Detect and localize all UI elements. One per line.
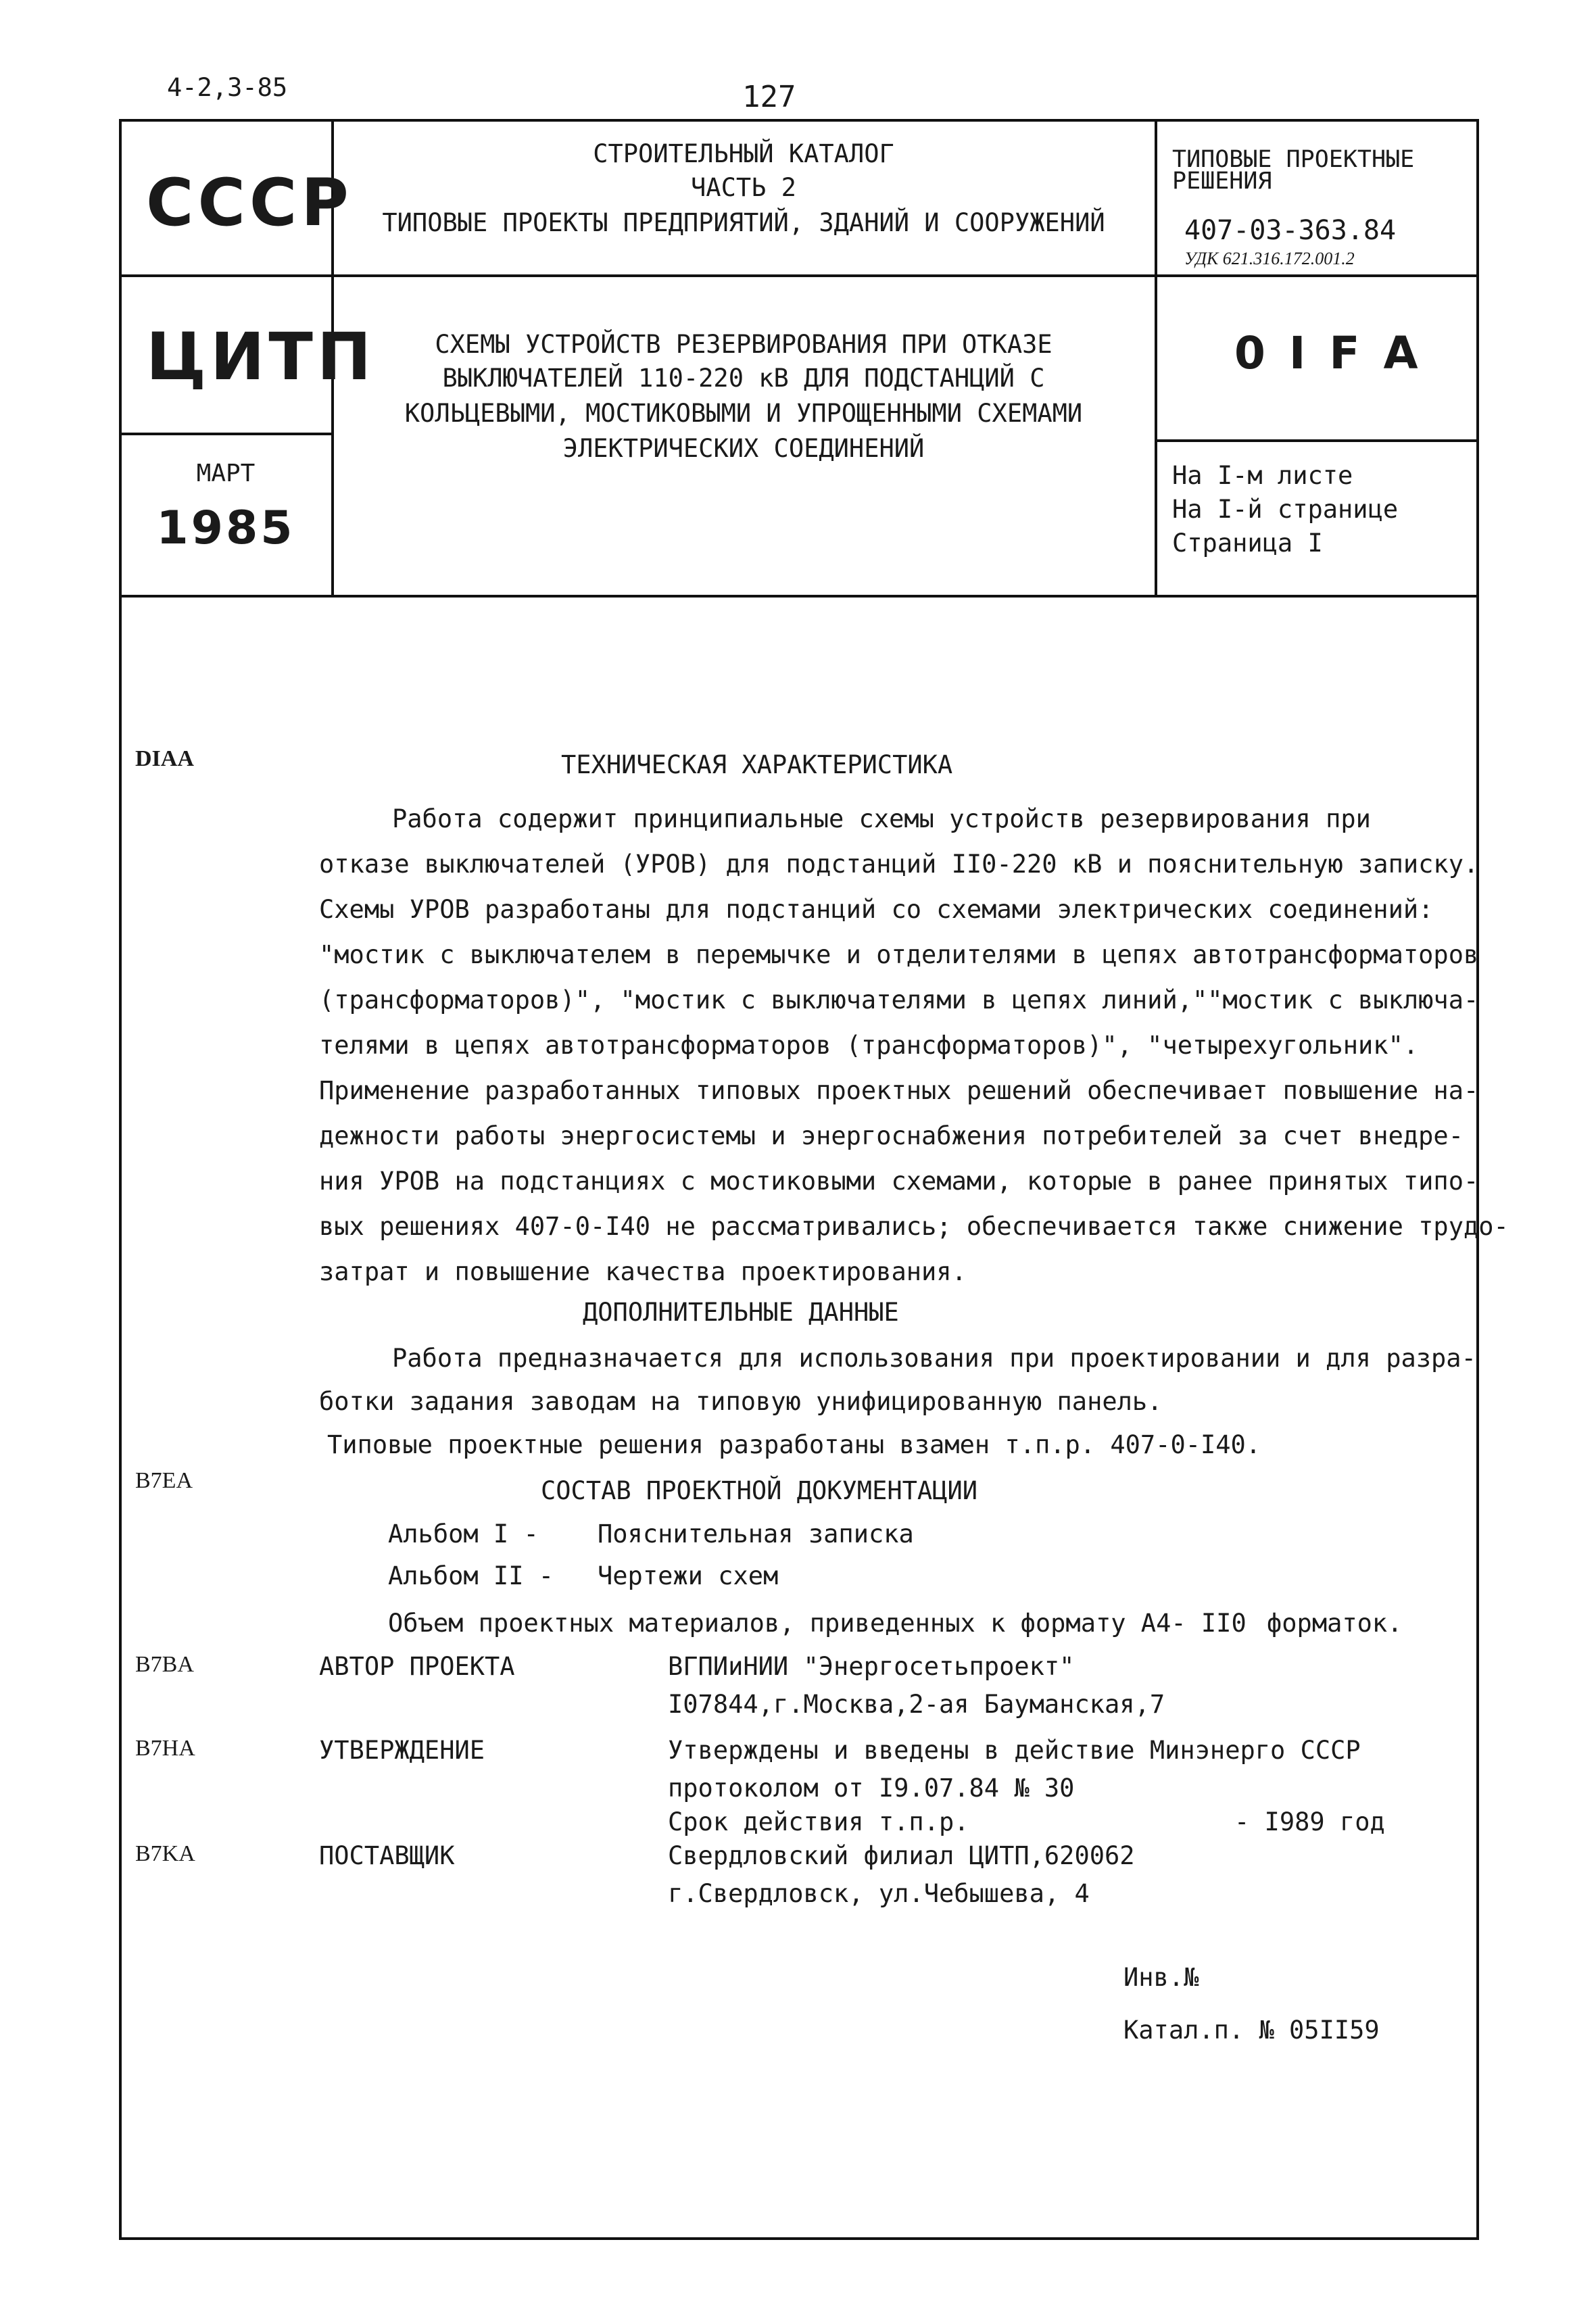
org-citp: ЦИТП bbox=[146, 319, 376, 395]
tech-line: Применение разработанных типовых проектных решений обеспечивает повышение на- bbox=[319, 1076, 1479, 1105]
catalog-line-1: СТРОИТЕЛЬНЫЙ КАТАЛОГ bbox=[593, 139, 894, 168]
page-number: 127 bbox=[742, 80, 796, 114]
docs-heading: СОСТАВ ПРОЕКТНОЙ ДОКУМЕНТАЦИИ bbox=[541, 1476, 978, 1505]
title-line-1: СХЕМЫ УСТРОЙСТВ РЕЗЕРВИРОВАНИЯ ПРИ ОТКАЗЕ bbox=[435, 330, 1053, 359]
supplier-line-2: г.Свердловск, ул.Чебышева, 4 bbox=[668, 1879, 1090, 1908]
tech-line: дежности работы энергосистемы и энергоснабжения потребителей за счет внедре- bbox=[319, 1121, 1464, 1150]
tech-line: Работа содержит принципиальные схемы устройств резервирования при bbox=[392, 804, 1371, 833]
extra-heading: ДОПОЛНИТЕЛЬНЫЕ ДАННЫЕ bbox=[583, 1298, 899, 1327]
album-1-label: Альбом I - bbox=[388, 1519, 539, 1549]
approval-term: - I989 год bbox=[1234, 1807, 1385, 1836]
album-2-value: Чертежи схем bbox=[598, 1561, 779, 1590]
code-b7ha: B7HA bbox=[135, 1736, 195, 1761]
tech-line: вых решениях 407-0-I40 не рассматривались; обеспечивается также снижение трудо- bbox=[319, 1212, 1509, 1241]
header-right-divider bbox=[1155, 439, 1479, 442]
extra-line: Работа предназначается для использования при проектировании и для разра- bbox=[392, 1344, 1476, 1373]
tech-line: ния УРОВ на подстанциях с мостиковыми схемами, которые в ранее принятых типо- bbox=[319, 1167, 1479, 1196]
tech-line: Схемы УРОВ разработаны для подстанций со схемами электрических соединений: bbox=[319, 895, 1434, 924]
tech-line: отказе выключателей (УРОВ) для подстанций II0-220 кВ и пояснительную записку. bbox=[319, 850, 1479, 879]
tech-line: "мостик с выключателем в перемычке и отделителями в цепях автотрансформаторов bbox=[319, 940, 1479, 969]
series-code: 4-2,3-85 bbox=[167, 73, 288, 102]
album-1-value: Пояснительная записка bbox=[598, 1519, 914, 1549]
header-left-divider bbox=[119, 433, 333, 435]
supplier-label: ПОСТАВЩИК bbox=[319, 1841, 455, 1870]
supplier-line-1: Свердловский филиал ЦИТП,620062 bbox=[668, 1841, 1135, 1870]
sheet-info-2: На I-й странице bbox=[1172, 495, 1399, 524]
code-b7ka: B7KA bbox=[135, 1841, 195, 1866]
tech-line: телями в цепях автотрансформаторов (трансформаторов)", "четырехугольник". bbox=[319, 1031, 1419, 1060]
catalog-number: Катал.п. № 05II59 bbox=[1123, 2016, 1380, 2045]
title-line-2: ВЫКЛЮЧАТЕЛЕЙ 110-220 кВ ДЛЯ ПОДСТАНЦИЙ С bbox=[442, 364, 1045, 393]
header-row-divider bbox=[119, 274, 1479, 277]
tech-heading: ТЕХНИЧЕСКАЯ ХАРАКТЕРИСТИКА bbox=[561, 750, 953, 779]
code-b7ea: B7EA bbox=[135, 1468, 193, 1493]
volume-unit: форматок. bbox=[1267, 1609, 1403, 1638]
sheet-info-1: На I-м листе bbox=[1172, 461, 1353, 490]
header-bottom bbox=[119, 595, 1479, 598]
year: 1985 bbox=[156, 502, 295, 555]
volume-text: Объем проектных материалов, приведенных к формату А4- II0 bbox=[388, 1609, 1247, 1638]
project-number: 407-03-363.84 bbox=[1184, 215, 1397, 246]
extra-line: Типовые проектные решения разработаны взамен т.п.р. 407-0-I40. bbox=[327, 1430, 1261, 1459]
code-diaa: DIAA bbox=[135, 746, 194, 771]
catalog-line-3: ТИПОВЫЕ ПРОЕКТЫ ПРЕДПРИЯТИЙ, ЗДАНИЙ И СООРУЖЕНИЙ bbox=[382, 208, 1105, 237]
approval-label: УТВЕРЖДЕНИЕ bbox=[319, 1736, 485, 1765]
tech-line: затрат и повышение качества проектирования. bbox=[319, 1257, 967, 1286]
header-divider-right bbox=[1155, 119, 1157, 595]
org-ussr: СССР bbox=[146, 165, 353, 241]
extra-line: ботки задания заводам на типовую унифицированную панель. bbox=[319, 1387, 1163, 1416]
catalog-line-2: ЧАСТЬ 2 bbox=[691, 173, 796, 202]
author-line-1: ВГПИиНИИ "Энергосетьпроект" bbox=[668, 1652, 1075, 1681]
sheet-info-3: Страница I bbox=[1172, 529, 1323, 558]
approval-line-1: Утверждены и введены в действие Минэнерго СССР bbox=[668, 1736, 1361, 1765]
inventory-number: Инв.№ bbox=[1123, 1963, 1199, 1992]
title-line-3: КОЛЬЦЕВЫМИ, МОСТИКОВЫМИ И УПРОЩЕННЫМИ СХЕМАМИ bbox=[404, 399, 1083, 428]
type-label-2: РЕШЕНИЯ bbox=[1172, 168, 1272, 195]
month: МАРТ bbox=[196, 460, 256, 487]
catalog-code: 0 I F A bbox=[1234, 327, 1422, 379]
author-line-2: I07844,г.Москва,2-ая Бауманская,7 bbox=[668, 1690, 1165, 1719]
udk: УДК 621.316.172.001.2 bbox=[1184, 249, 1355, 268]
author-label: АВТОР ПРОЕКТА bbox=[319, 1652, 515, 1681]
approval-line-2: протоколом от I9.07.84 № 30 bbox=[668, 1774, 1075, 1803]
code-b7ba: B7BA bbox=[135, 1652, 194, 1677]
approval-line-3: Срок действия т.п.р. bbox=[668, 1807, 969, 1836]
album-2-label: Альбом II - bbox=[388, 1561, 554, 1590]
type-label-1: ТИПОВЫЕ ПРОЕКТНЫЕ bbox=[1172, 146, 1415, 173]
tech-line: (трансформаторов)", "мостик с выключателями в цепях линий,""мостик с выключа- bbox=[319, 985, 1479, 1015]
title-line-4: ЭЛЕКТРИЧЕСКИХ СОЕДИНЕНИЙ bbox=[562, 434, 925, 463]
